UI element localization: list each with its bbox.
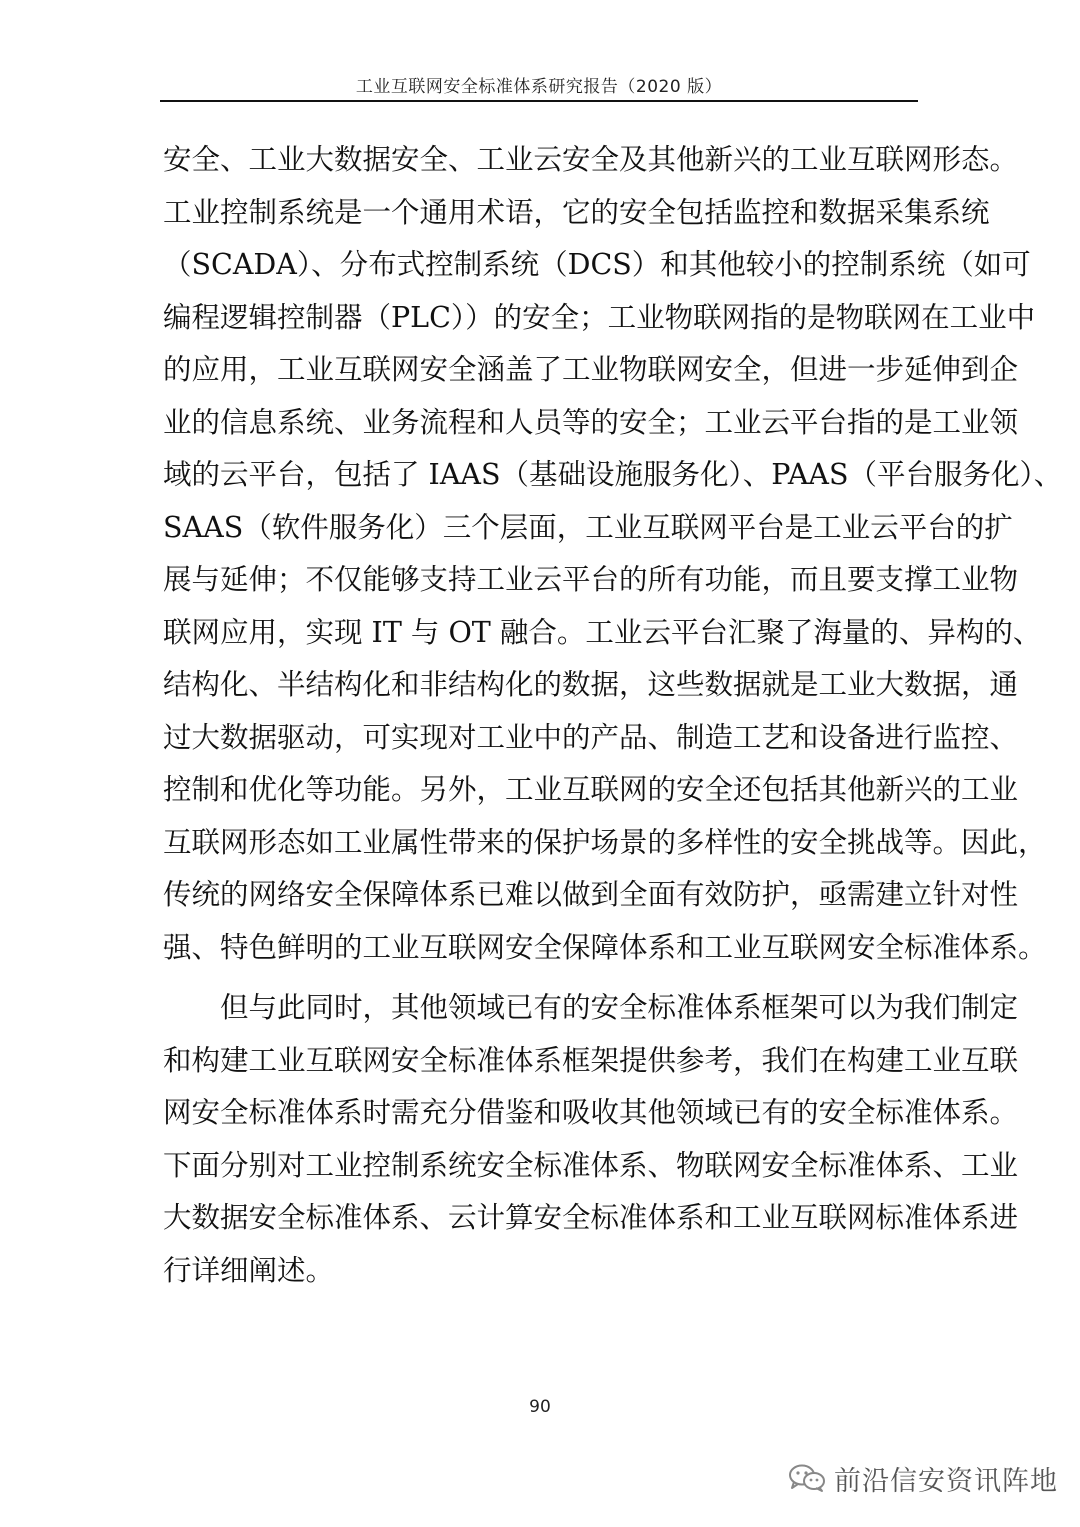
text-line: 大数据安全标准体系、云计算安全标准体系和工业互联网标准体系进: [163, 1201, 1019, 1234]
page-number: 90: [529, 1397, 551, 1417]
header-divider: [160, 100, 918, 102]
wechat-icon: [788, 1463, 826, 1493]
text-line: 安全、工业大数据安全、工业云安全及其他新兴的工业互联网形态。: [163, 143, 1019, 176]
text-line: 联网应用，实现 IT 与 OT 融合。工业云平台汇聚了海量的、异构的、: [163, 615, 1042, 649]
paragraph-gap: [163, 974, 923, 982]
text-line: 但与此同时，其他领域已有的安全标准体系框架可以为我们制定: [163, 991, 1019, 1024]
watermark-text: 前沿信安资讯阵地: [834, 1465, 1058, 1497]
text-line: 控制和优化等功能。另外，工业互联网的安全还包括其他新兴的工业: [163, 773, 1019, 806]
text-line: 域的云平台，包括了 IAAS（基础设施服务化）、PAAS（平台服务化）、: [163, 458, 1063, 491]
text-line: 传统的网络安全保障体系已难以做到全面有效防护，亟需建立针对性: [163, 878, 1019, 911]
text-line: 展与延伸；不仅能够支持工业云平台的所有功能，而且要支撑工业物: [163, 563, 1019, 596]
text-line: 过大数据驱动，可实现对工业中的产品、制造工艺和设备进行监控、: [163, 720, 1019, 754]
text-line: 网安全标准体系时需充分借鉴和吸收其他领域已有的安全标准体系。: [163, 1096, 1019, 1129]
body-text: [163, 134, 1063, 1297]
paragraph-2: [163, 982, 1019, 1297]
text-line: 强、特色鲜明的工业互联网安全保障体系和工业互联网安全标准体系。: [163, 930, 1047, 964]
text-line: 结构化、半结构化和非结构化的数据，这些数据就是工业大数据，通: [163, 668, 1019, 701]
text-line: 互联网形态如工业属性带来的保护场景的多样性的安全挑战等。因此，: [163, 825, 1047, 859]
text-line: SAAS（软件服务化）三个层面，工业互联网平台是工业云平台的扩: [163, 510, 1013, 544]
running-header: 工业互联网安全标准体系研究报告（2020 版）: [355, 77, 723, 97]
text-line: （SCADA）、分布式控制系统（DCS）和其他较小的控制系统（如可: [163, 248, 1031, 281]
text-line: 工业控制系统是一个通用术语，它的安全包括监控和数据采集系统: [163, 195, 990, 229]
paragraph-1: [163, 134, 1063, 974]
text-line: 业的信息系统、业务流程和人员等的安全；工业云平台指的是工业领: [163, 405, 1019, 439]
text-line: 下面分别对工业控制系统安全标准体系、物联网安全标准体系、工业: [163, 1148, 1019, 1182]
text-line: 的应用，工业互联网安全涵盖了工业物联网安全，但进一步延伸到企: [163, 353, 1019, 386]
text-line: 编程逻辑控制器（PLC））的安全；工业物联网指的是物联网在工业中: [163, 300, 1036, 334]
text-line: 和构建工业互联网安全标准体系框架提供参考，我们在构建工业互联: [163, 1043, 1019, 1077]
watermark: [788, 1458, 1058, 1498]
text-line: 行详细阐述。: [163, 1253, 335, 1287]
